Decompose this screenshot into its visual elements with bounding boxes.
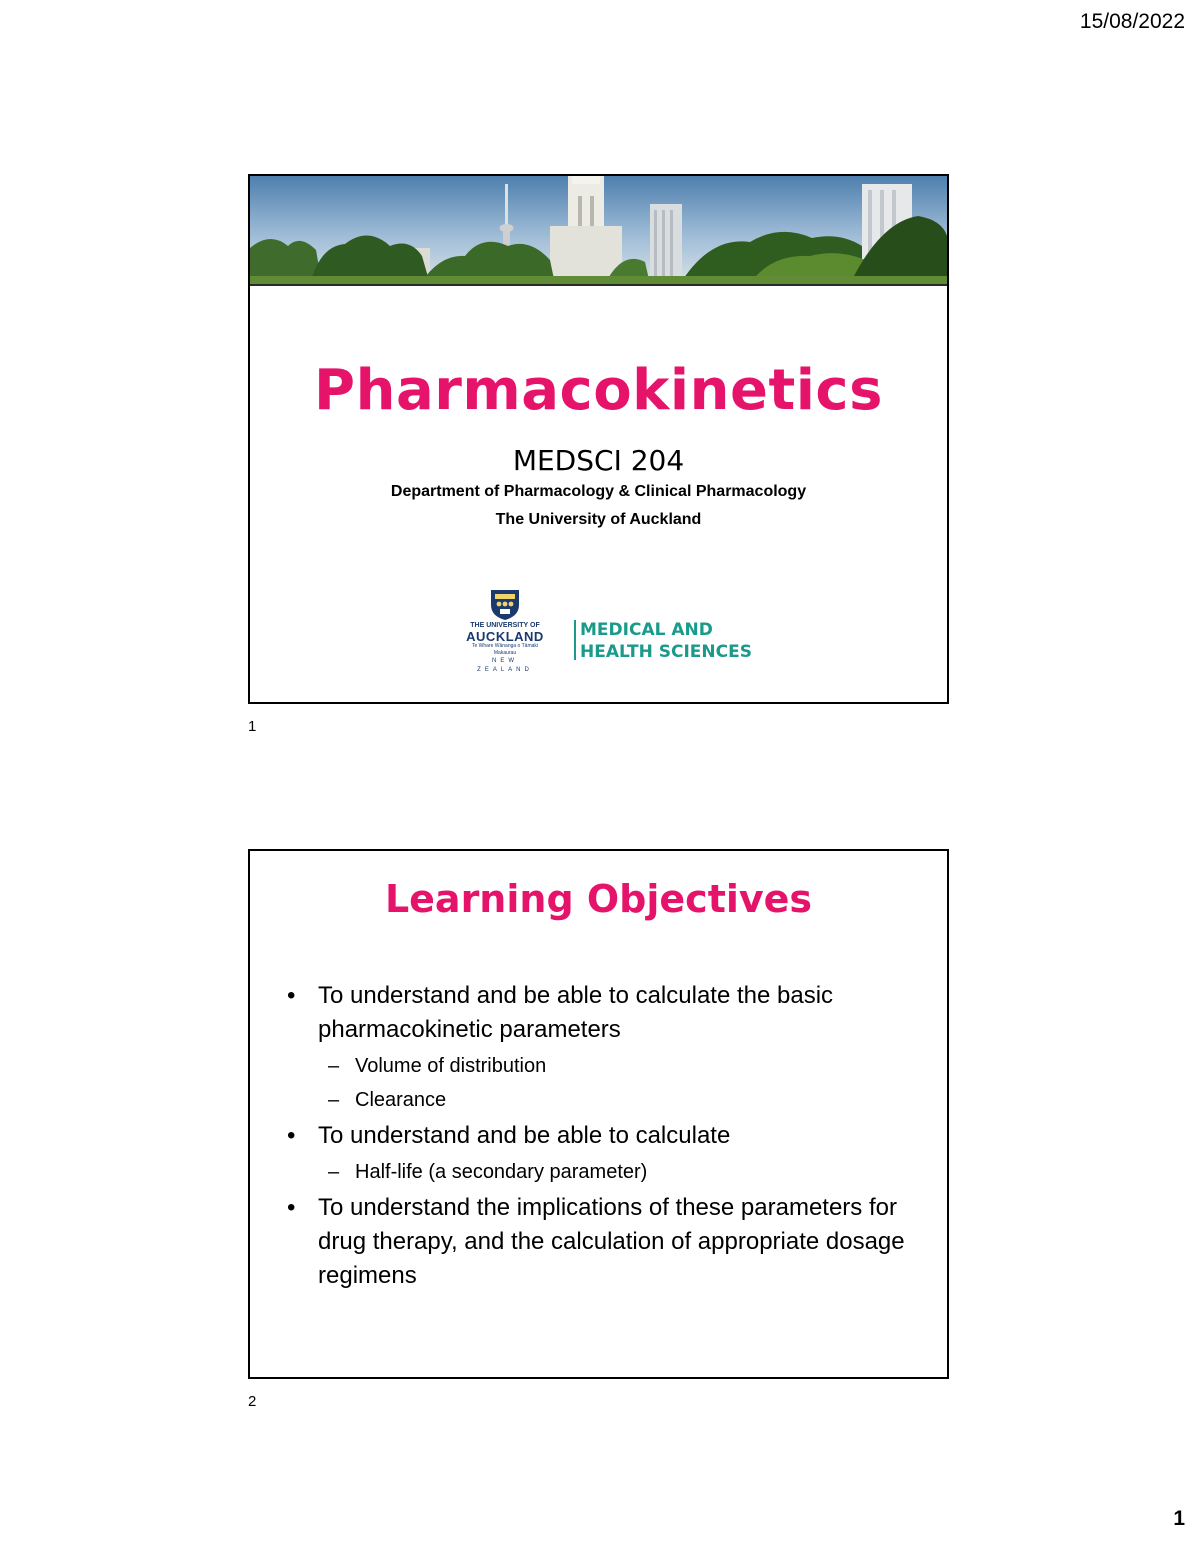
slide-1 bbox=[248, 174, 949, 704]
faculty-name: MEDICAL AND HEALTH SCIENCES bbox=[580, 620, 752, 662]
campus-banner-image bbox=[250, 176, 947, 284]
dash-icon: – bbox=[328, 1055, 340, 1077]
university-logo: THE UNIVERSITY OF AUCKLAND Te Whare Wānanga o Tāmaki Makaurau NEW ZEALAND bbox=[465, 587, 545, 675]
objective-item: • To understand the implications of these parameters for drug therapy, and the calculation of appropriate dosage regimens bbox=[287, 1191, 927, 1293]
crest-icon bbox=[488, 587, 522, 621]
slide-number: 2 bbox=[248, 1393, 257, 1410]
bullet-icon: • bbox=[287, 1122, 296, 1149]
slide-title: Pharmacokinetics bbox=[314, 358, 883, 423]
course-code: MEDSCI 204 bbox=[512, 444, 685, 477]
slide-number: 1 bbox=[248, 718, 257, 735]
sub-objective: – Half-life (a secondary parameter) bbox=[318, 1157, 927, 1187]
sub-objective: – Volume of distribution bbox=[318, 1051, 927, 1081]
banner-divider bbox=[250, 284, 947, 286]
university-name: The University of Auckland bbox=[495, 511, 702, 528]
slide-2 bbox=[248, 849, 949, 1379]
page-number: 1 bbox=[1173, 1507, 1185, 1530]
objective-item: • To understand and be able to calculate – Half-life (a secondary parameter) bbox=[287, 1119, 927, 1187]
sub-objective: – Clearance bbox=[318, 1085, 927, 1115]
department-name: Department of Pharmacology & Clinical Pharmacology bbox=[390, 483, 807, 500]
objective-item: • To understand and be able to calculate the basic pharmacokinetic parameters – Volume of distribution – Clearance bbox=[287, 979, 927, 1115]
bullet-icon: • bbox=[287, 982, 296, 1009]
bullet-icon: • bbox=[287, 1194, 296, 1221]
page-date: 15/08/2022 bbox=[1079, 10, 1185, 33]
dash-icon: – bbox=[328, 1161, 340, 1183]
objectives-list bbox=[287, 979, 927, 1296]
slide-title: Learning Objectives bbox=[384, 877, 813, 921]
dash-icon: – bbox=[328, 1089, 340, 1111]
faculty-divider bbox=[574, 620, 576, 660]
